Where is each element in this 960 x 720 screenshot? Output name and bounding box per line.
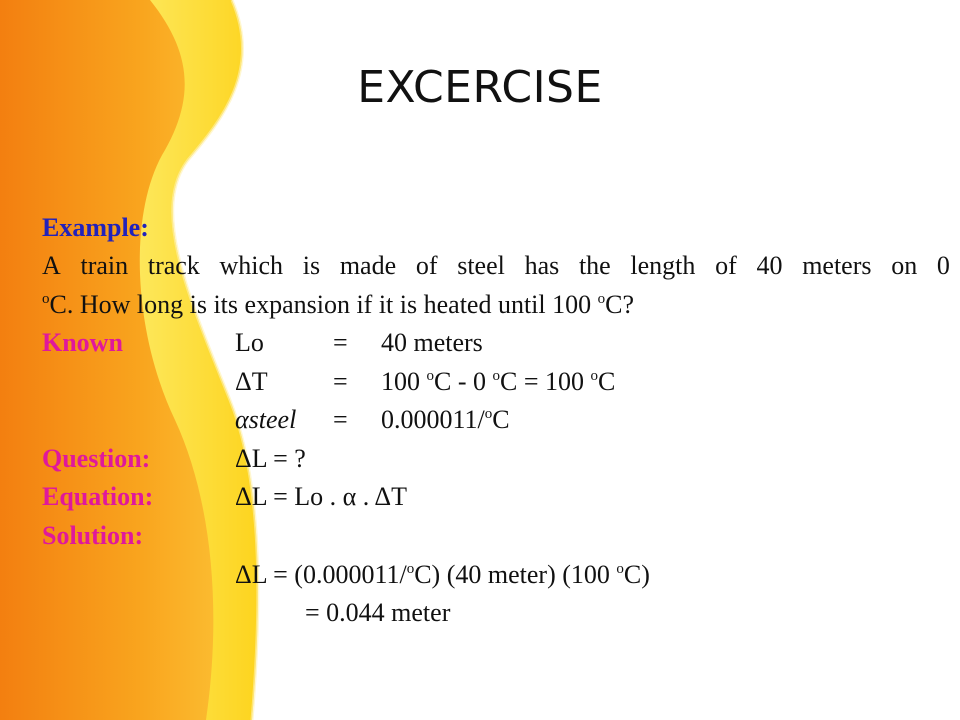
known-alpha-symbol: αsteel (235, 405, 297, 434)
problem-word: 40 (756, 251, 783, 280)
problem-word: of (715, 251, 737, 280)
problem-word: steel (457, 251, 505, 280)
known-dt-value: 100 $^o$C - 0 $^o$C = 100 $^o$C (381, 367, 616, 396)
problem-word: track (147, 251, 200, 280)
known-lo-equals: = (333, 328, 348, 357)
problem-word: of (415, 251, 438, 280)
problem-word: the (578, 251, 611, 280)
problem-word: train (80, 251, 129, 280)
equation-text: ΔL = Lo . α . ΔT (235, 482, 407, 511)
problem-word: is (302, 251, 321, 280)
example-label: Example: (42, 213, 149, 242)
problem-text-line-1 (42, 251, 950, 281)
known-alpha-value: 0.000011/$^o$C (381, 405, 510, 434)
problem-word: which (219, 251, 284, 280)
problem-word: on (891, 251, 918, 280)
question-label: Question: (42, 444, 151, 473)
known-alpha-equals: = (333, 405, 348, 434)
known-lo-value: 40 meters (381, 328, 483, 357)
slide-title: EXCERCISE (357, 62, 603, 113)
solution-label: Solution: (42, 521, 144, 550)
problem-text-line-2: $^o$C. How long is its expansion if it is heated until 100 $^o$C? (42, 290, 635, 319)
solution-line-1: ΔL = (0.000011/$^o$C) (40 meter) (100 $^o$C) (235, 560, 650, 589)
known-dt-equals: = (333, 367, 348, 396)
question-text: ΔL = ? (235, 444, 306, 473)
known-lo-symbol: Lo (235, 328, 264, 357)
problem-word: made (339, 251, 397, 280)
problem-word: meters (802, 251, 872, 280)
problem-word: has (524, 251, 560, 280)
problem-word: A (42, 251, 61, 280)
equation-label: Equation: (42, 482, 154, 511)
problem-word: length (630, 251, 696, 280)
solution-line-2: = 0.044 meter (305, 598, 451, 627)
known-dt-symbol: ΔT (235, 367, 268, 396)
known-label: Known (42, 328, 123, 357)
problem-word: 0 (936, 251, 950, 280)
